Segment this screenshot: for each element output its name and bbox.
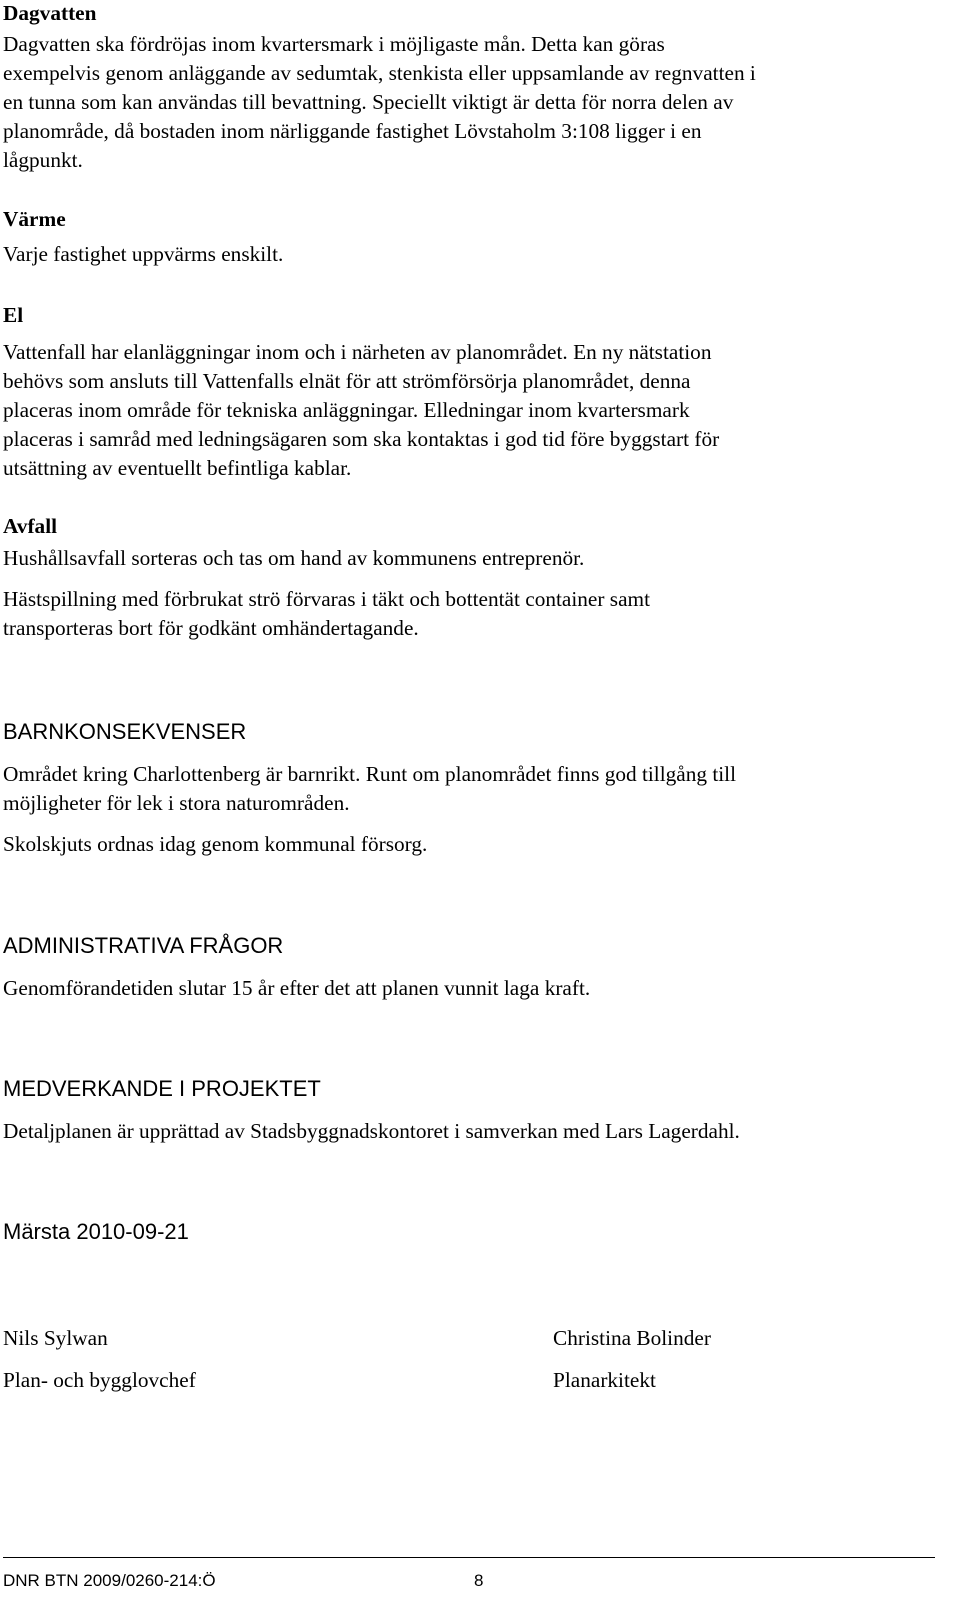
text-line: placeras i samråd med ledningsägaren som ska kontaktas i god tid före byggstart för: [3, 427, 720, 451]
text-line: Dagvatten ska fördröjas inom kvartersmark i möjligaste mån. Detta kan göras: [3, 32, 665, 56]
section-medverkande: [3, 1075, 903, 1146]
footer-reference: DNR BTN 2009/0260-214:Ö: [3, 1571, 216, 1590]
text-line: Genomförandetiden slutar 15 år efter det att planen vunnit laga kraft.: [3, 976, 591, 1000]
heading-administrativa: ADMINISTRATIVA FRÅGOR: [3, 933, 284, 958]
signatory-name: Nils Sylwan: [3, 1326, 108, 1350]
section-dagvatten: [3, 0, 903, 175]
heading-barnkonsekvenser: BARNKONSEKVENSER: [3, 719, 247, 744]
text-line: placeras inom område för tekniska anläggningar. Elledningar inom kvartersmark: [3, 398, 690, 422]
paragraph-dagvatten: [3, 30, 903, 175]
text-line: Hushållsavfall sorteras och tas om hand av kommunens entreprenör.: [3, 546, 585, 570]
section-administrativa: [3, 932, 903, 1003]
text-line: möjligheter för lek i stora naturområden.: [3, 791, 350, 815]
section-el: [3, 302, 903, 483]
page-number: 8: [474, 1571, 484, 1590]
heading-el: El: [3, 303, 24, 327]
heading-dagvatten: Dagvatten: [3, 1, 97, 25]
text-line: Hästspillning med förbrukat strö förvaras i täkt och bottentät container samt: [3, 587, 651, 611]
signature-left: [3, 1325, 196, 1393]
heading-medverkande: MEDVERKANDE I PROJEKTET: [3, 1076, 321, 1101]
paragraph-medverkande: [3, 1117, 903, 1146]
signature-right: [553, 1325, 711, 1393]
text-line: Detaljplanen är upprättad av Stadsbyggnadskontoret i samverkan med Lars Lagerdahl.: [3, 1119, 740, 1143]
text-line: transporteras bort för godkänt omhändertagande.: [3, 616, 419, 640]
heading-avfall: Avfall: [3, 514, 58, 538]
text-line: lågpunkt.: [3, 148, 83, 172]
paragraph-el: [3, 338, 903, 483]
text-line: Skolskjuts ordnas idag genom kommunal försorg.: [3, 832, 428, 856]
heading-varme: Värme: [3, 207, 66, 231]
signatory-title: Plan- och bygglovchef: [3, 1368, 196, 1392]
text-line: utsättning av eventuellt befintliga kablar.: [3, 456, 352, 480]
text-line: Varje fastighet uppvärms enskilt.: [3, 242, 284, 266]
signatory-name: Christina Bolinder: [553, 1326, 711, 1350]
section-avfall: [3, 513, 903, 643]
section-barnkonsekvenser: [3, 718, 903, 859]
footer-divider: [3, 1557, 935, 1558]
section-varme: [3, 206, 903, 269]
text-line: Vattenfall har elanläggningar inom och i närheten av planområdet. En ny nätstation: [3, 340, 712, 364]
text-line: exempelvis genom anläggande av sedumtak, stenkista eller uppsamlande av regnvatten i: [3, 61, 756, 85]
place-date: Märsta 2010-09-21: [3, 1219, 189, 1244]
paragraph-barnkonsekvenser-1: [3, 760, 903, 818]
paragraph-barnkonsekvenser-2: [3, 830, 903, 859]
signatory-title: Planarkitekt: [553, 1368, 656, 1392]
text-line: planområde, då bostaden inom närliggande fastighet Lövstaholm 3:108 ligger i en: [3, 119, 702, 143]
paragraph-avfall-2: [3, 585, 903, 643]
paragraph-avfall-1: [3, 544, 903, 573]
paragraph-administrativa: [3, 974, 903, 1003]
paragraph-varme: [3, 240, 903, 269]
text-line: en tunna som kan användas till bevattning. Speciellt viktigt är detta för norra delen av: [3, 90, 734, 114]
text-line: Området kring Charlottenberg är barnrikt. Runt om planområdet finns god tillgång till: [3, 762, 737, 786]
text-line: behövs som ansluts till Vattenfalls elnät för att strömförsörja planområdet, denna: [3, 369, 691, 393]
